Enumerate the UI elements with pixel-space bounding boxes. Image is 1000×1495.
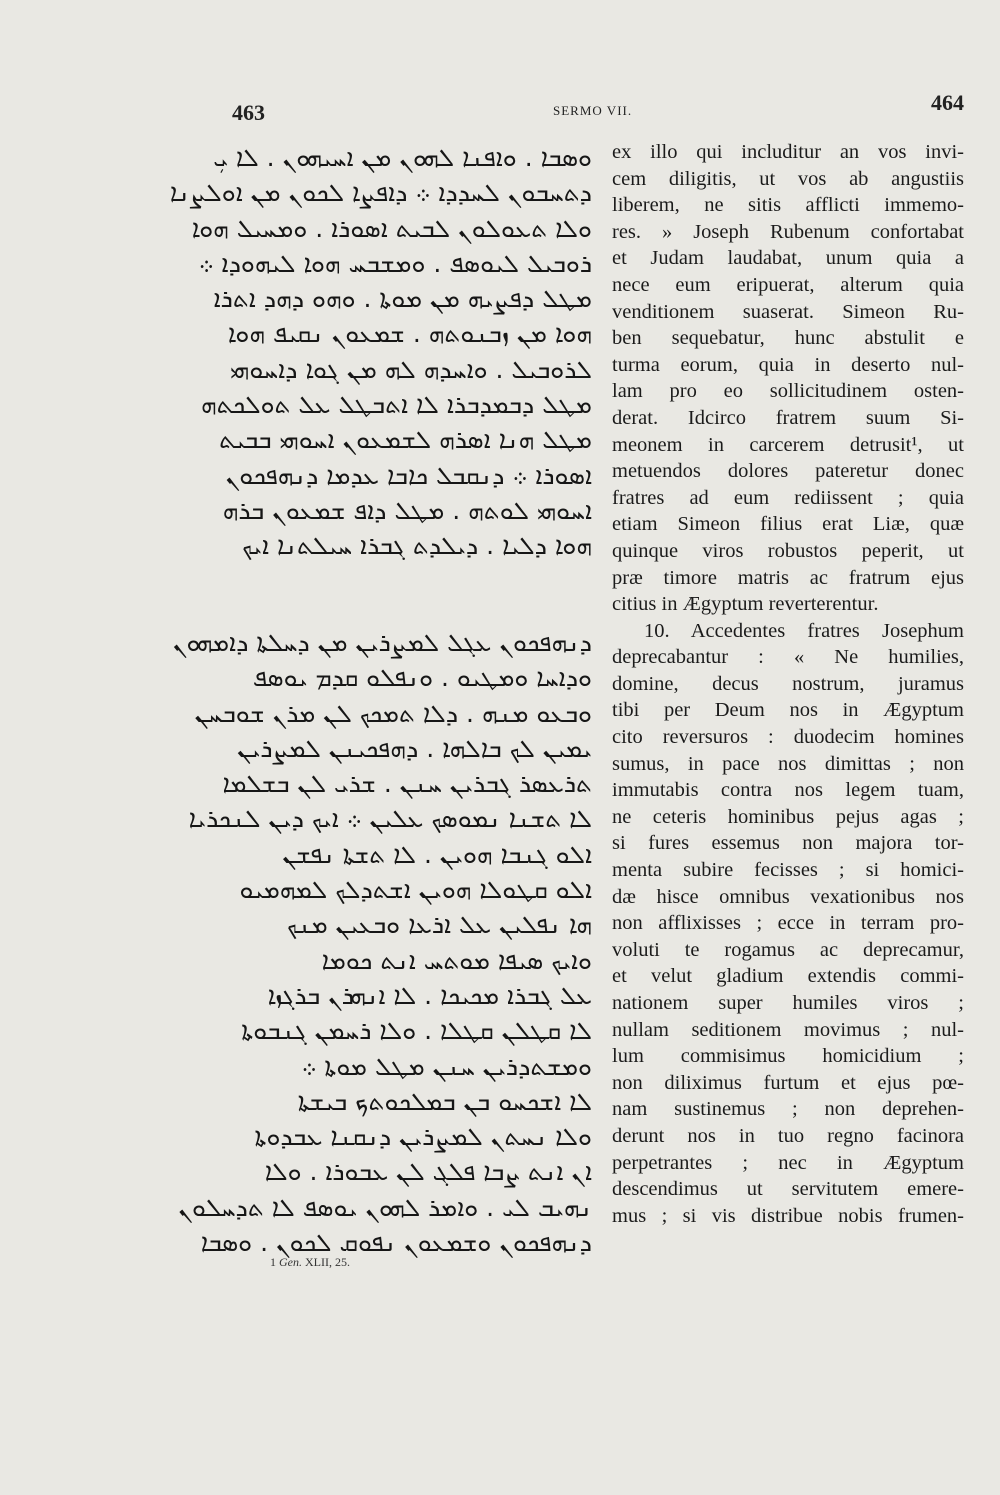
- syriac-line: ܝܡܝܢ ܠܟ ܒܐܠܗܐ . ܕܗܦܟܝܢܢ ܠܡܨܪܝܢ: [237, 733, 592, 763]
- latin-line: si fures essemus non majora tor-: [612, 832, 964, 855]
- syriac-line: ܡܛܠ ܗܢܐ ܐܣܪܗ ܠܫܡܥܘܢ ܐܚܘܗܝ ܒܒܝܬ: [219, 425, 592, 455]
- syriac-line: ܗܘܐ ܕܠܝܐ . ܕܝܠܕܬ ܓܒܪܐ ܚܝܠܬܢܐ ܐܝܟ: [242, 531, 592, 561]
- latin-line: tibi per Deum nos in Ægyptum: [612, 699, 964, 722]
- syriac-line: ܘܡܫܬܕܪܝܢ ܚܢܢ ܡܛܠ ܡܘܬܐ ܀: [301, 1051, 592, 1081]
- syriac-line: ܗܐ ܢܦܠܝܢ ܥܠ ܐܪܥܐ ܘܒܥܝܢ ܡܢܟ: [287, 910, 592, 940]
- syriac-line: ܐܣܘܪܐ ܀ ܕܢܩܒܠ ܟܐܒܐ ܥܕܡܐ ܕܢܗܦܟܘܢ: [225, 460, 592, 490]
- latin-line: lam pro eo sollicitudinem osten-: [612, 380, 964, 403]
- latin-line: nam sustinemus ; non deprehen-: [612, 1098, 964, 1121]
- latin-line: derat. Idcirco fratrem suum Si-: [612, 406, 964, 429]
- syriac-line: ܗܘܐ ܡܢ ܙܒܢܘܬܗ . ܫܡܥܘܢ ܢܩܝܦ ܗܘܐ: [227, 319, 592, 349]
- syriac-line: ܕܬܚܒܘܢ ܠܚܕܕܐ ܀ ܕܐܦܨܐ ܠܟܘܢ ܡܢ ܐܘܠܨܢܐ: [169, 178, 592, 208]
- latin-line: quinque viros robustos peperit, ut: [612, 539, 964, 562]
- latin-line: liberem, ne sitis afflicti immemo-: [612, 194, 964, 217]
- latin-line: sumus, in pace nos dimittas ; non: [612, 752, 964, 775]
- latin-line: immutabis contra nos legem tuam,: [612, 779, 964, 802]
- syriac-line: ܡܛܠ ܕܦܨܝܗ ܡܢ ܡܘܬܐ . ܘܗܘ ܕܗܕ ܐܬܪܐ: [213, 284, 592, 314]
- syriac-line: ܠܐ ܬܫܢܐ ܢܡܘܣܟ ܥܠܝܢ ܀ ܐܝܟ ܕܝܢ ܠܢܟܪܝܐ: [188, 804, 592, 834]
- latin-line: et velut gladium extendis commi-: [612, 965, 964, 988]
- syriac-line: ܐܠܘ ܩܛܘܠܐ ܗܘܝܢ ܐܫܬܕܠܟ ܠܡܗܡܝܘ: [239, 875, 592, 905]
- latin-line: 10. Accedentes fratres Josephum: [644, 619, 964, 642]
- latin-line: etiam Simeon filius erat Liæ, quæ: [612, 513, 964, 536]
- syriac-line: ܐܢ ܐܢܬ ܨܒܐ ܦܠܓ ܠܢ ܥܒܘܪܐ . ܘܠܐ: [264, 1157, 592, 1187]
- latin-line: nationem super humiles viros ;: [612, 992, 964, 1014]
- latin-line: turma eorum, quia in deserto nul-: [612, 353, 964, 376]
- latin-line: dæ hisce omnibus vexationibus nos: [612, 885, 964, 908]
- latin-line: non diliximus furtum et ejus pœ-: [612, 1071, 964, 1094]
- latin-line: cem diligitis, ut vos ab angustiis: [612, 167, 964, 190]
- syriac-text-block-2: [172, 625, 592, 1260]
- latin-line: præ timore matris ac fratrum ejus: [612, 566, 964, 589]
- latin-text-column: [612, 139, 964, 1229]
- latin-line: et Judam laudabat, unum quia a: [612, 247, 964, 270]
- syriac-line: ܘܕܐܚܐ ܘܡܛܝܘ . ܘܢܦܠܘ ܩܕܡ ܝܘܣܦ: [252, 663, 592, 693]
- right-page-number: 464: [931, 90, 964, 115]
- syriac-line: ܘܠܐ ܢܚܬܢ ܠܡܨܪܝܢ ܕܢܩܢܐ ܥܒܕܘܬܐ: [254, 1122, 592, 1152]
- latin-line: menta subire fecisses ; si homici-: [612, 859, 964, 882]
- syriac-text-block-1: [169, 140, 592, 564]
- syriac-line: ܐܚܘܗܝ ܠܘܬܗ . ܡܛܠ ܕܐܦ ܫܡܥܘܢ ܒܪܗ: [222, 495, 592, 525]
- syriac-line: ܠܐ ܐܫܟܚܘ ܒܢ ܒܡܠܟܘܬܟ ܒܝܫܬܐ: [297, 1086, 592, 1116]
- latin-line: ne ceteris hominibus pejus agas ;: [612, 805, 964, 828]
- syriac-line: ܘܣܒܐ . ܘܐܦܢܐ ܠܗܘܢ ܡܢ ܐܚܝܗܘܢ . ܠܐ ܝܼ: [213, 143, 592, 172]
- syriac-line: ܪܘܒܝܠ ܠܝܘܣܦ . ܘܡܫܒܚ ܗܘܐ ܠܝܗܘܕܐ ܀: [198, 248, 592, 278]
- syriac-line: ܘܐܝܟ ܣܝܦܐ ܡܘܬܚ ܐܢܬ ܟܘܡܐ: [321, 945, 592, 975]
- latin-line: venditionem suaserat. Simeon Ru-: [612, 300, 964, 323]
- latin-line: ex illo qui includitur an vos invi-: [612, 141, 964, 163]
- syriac-line: ܘܠܐ ܬܥܘܠܘܢ ܠܒܝܬ ܐܣܘܪܐ . ܘܡܚܝܠ ܗܘܐ: [191, 213, 592, 243]
- latin-line: metuendos dolores pateretur donec: [612, 460, 964, 483]
- latin-line: ben sequebatur, hunc abstulit e: [612, 327, 964, 350]
- footnote: [270, 1255, 350, 1270]
- latin-line: citius in Ægyptum reverterentur.: [612, 593, 879, 616]
- latin-line: res. » Joseph Rubenum confortabat: [612, 220, 964, 243]
- latin-line: meonem in carcerem detrusit¹, ut: [612, 433, 964, 456]
- syriac-line: ܘܒܥܘ ܡܢܗ . ܕܠܐ ܬܡܟܟ ܠܢ ܡܪܢ ܫܘܒܚܢ: [194, 698, 592, 728]
- footnote-reference: XLII, 25.: [305, 1255, 350, 1269]
- syriac-line: ܡܛܠ ܕܒܡܕܒܪܐ ܠܐ ܐܬܒܛܠ ܥܠ ܬܘܠܟܬܗ: [201, 390, 592, 420]
- latin-line: non afflixisses ; ecce in terram pro-: [612, 912, 964, 935]
- left-page-number: 463: [232, 100, 265, 125]
- latin-line: derunt nos in tuo regno facinora: [612, 1124, 964, 1147]
- syriac-line: ܐܠܘ ܓܢܒܐ ܗܘܝܢ . ܠܐ ܬܫܬܐ ܢܦܫܢ: [282, 839, 592, 869]
- syriac-line: ܕܢܗܦܟܘܢ ܘܫܡܥܘܢ ܢܦܘܩ ܠܟܘܢ . ܘܣܒܐ: [200, 1228, 592, 1258]
- latin-line: descendimus ut servitutem emere-: [612, 1178, 964, 1201]
- latin-line: deprecabantur : « Ne humilies,: [612, 646, 964, 669]
- running-head: SERMO VII.: [553, 103, 633, 118]
- syriac-line: ܢܗܝܒ ܠܝ . ܘܐܡܪ ܠܗܘܢ ܝܘܣܦ ܠܐ ܬܕܚܠܘܢ: [178, 1192, 592, 1222]
- latin-line: nece eum eripuerat, alterum quia: [612, 273, 964, 296]
- latin-line: lum commisimus homicidium ;: [612, 1045, 964, 1068]
- syriac-line: ܠܪܘܒܝܠ . ܘܐܚܕܗ ܠܗ ܡܢ ܓܘܐ ܕܐܚܘܗܝ: [230, 354, 592, 384]
- footnote-book: Gen.: [279, 1255, 302, 1269]
- latin-line: voluti te rogamus ac deprecamur,: [612, 938, 964, 961]
- syriac-line: ܬܪܥܣܪ ܓܒܪܝܢ ܚܢܢ . ܫܪܝ ܠܢ ܒܫܠܡܐ: [222, 769, 592, 799]
- latin-line: perpetrantes ; nec in Ægyptum: [612, 1151, 964, 1174]
- latin-line: nullam seditionem movimus ; nul-: [612, 1018, 964, 1041]
- latin-line: cito reversuros : duodecim homines: [612, 726, 964, 749]
- latin-line: fratres ad eum rediissent ; quia: [612, 486, 964, 509]
- syriac-line: ܠܐ ܩܛܠܢ ܩܛܠܐ . ܘܠܐ ܪܚܡܢ ܓܢܒܘܬܐ: [241, 1016, 592, 1046]
- syriac-line: ܥܠ ܓܒܪܐ ܡܟܝܟܐ . ܠܐ ܐܢܗܪܢ ܒܪܓܙܐ: [267, 980, 592, 1010]
- latin-line: domine, decus nostrum, juramus: [612, 672, 964, 695]
- footnote-marker: 1: [270, 1255, 276, 1269]
- syriac-line: ܕܢܗܦܟܘܢ ܥܓܠ ܠܡܨܪܝܢ ܡܢ ܕܚܠܬܐ ܕܐܡܗܘܢ: [172, 628, 592, 657]
- latin-line: mus ; si vis distribue nobis frumen-: [612, 1204, 964, 1227]
